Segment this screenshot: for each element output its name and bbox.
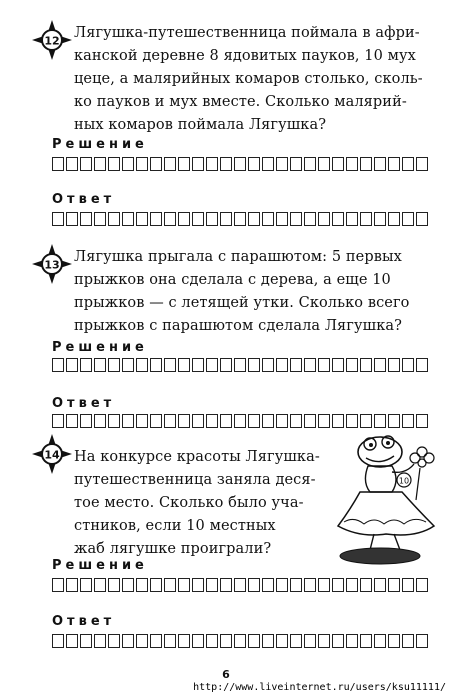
grid-cell[interactable] bbox=[164, 578, 176, 592]
grid-cell[interactable] bbox=[80, 358, 92, 372]
grid-cell[interactable] bbox=[248, 157, 260, 171]
grid-cell[interactable] bbox=[164, 212, 176, 226]
grid-cell[interactable] bbox=[332, 358, 344, 372]
grid-cell[interactable] bbox=[388, 578, 400, 592]
grid-cell[interactable] bbox=[52, 414, 64, 428]
grid-cell[interactable] bbox=[304, 578, 316, 592]
grid-cell[interactable] bbox=[80, 634, 92, 648]
grid-cell[interactable] bbox=[234, 157, 246, 171]
grid-cell[interactable] bbox=[318, 634, 330, 648]
grid-cell[interactable] bbox=[346, 358, 358, 372]
grid-cell[interactable] bbox=[346, 634, 358, 648]
grid-cell[interactable] bbox=[332, 578, 344, 592]
grid-cell[interactable] bbox=[80, 414, 92, 428]
grid-cell[interactable] bbox=[178, 212, 190, 226]
answer-grid[interactable] bbox=[52, 414, 436, 430]
grid-cell[interactable] bbox=[220, 578, 232, 592]
grid-cell[interactable] bbox=[388, 358, 400, 372]
task-number: 13 bbox=[44, 258, 60, 272]
grid-cell[interactable] bbox=[416, 414, 428, 428]
answer-label: Ответ bbox=[52, 614, 116, 629]
watermark-url: http://www.liveinternet.ru/users/ksu11111/ bbox=[193, 682, 446, 693]
grid-cell[interactable] bbox=[248, 212, 260, 226]
grid-cell[interactable] bbox=[206, 578, 218, 592]
grid-cell[interactable] bbox=[66, 212, 78, 226]
grid-cell[interactable] bbox=[66, 414, 78, 428]
grid-cell[interactable] bbox=[136, 212, 148, 226]
grid-cell[interactable] bbox=[388, 414, 400, 428]
grid-cell[interactable] bbox=[164, 157, 176, 171]
grid-cell[interactable] bbox=[164, 358, 176, 372]
grid-cell[interactable] bbox=[94, 358, 106, 372]
grid-cell[interactable] bbox=[206, 157, 218, 171]
grid-cell[interactable] bbox=[290, 634, 302, 648]
task-text: Лягушка прыгала с парашютом: 5 первых прыжков она сделала с дерева, а еще 10 прыжков — с летящей утки. Сколько всего прыжков с парашютом сделала Лягушка? bbox=[74, 249, 410, 334]
grid-cell[interactable] bbox=[332, 212, 344, 226]
grid-cell[interactable] bbox=[388, 157, 400, 171]
grid-cell[interactable] bbox=[150, 414, 162, 428]
grid-cell[interactable] bbox=[234, 212, 246, 226]
grid-cell[interactable] bbox=[52, 358, 64, 372]
grid-cell[interactable] bbox=[402, 414, 414, 428]
grid-cell[interactable] bbox=[402, 358, 414, 372]
grid-cell[interactable] bbox=[108, 414, 120, 428]
grid-cell[interactable] bbox=[192, 578, 204, 592]
grid-cell[interactable] bbox=[346, 212, 358, 226]
grid-cell[interactable] bbox=[360, 414, 372, 428]
grid-cell[interactable] bbox=[346, 157, 358, 171]
grid-cell[interactable] bbox=[416, 358, 428, 372]
grid-cell[interactable] bbox=[304, 634, 316, 648]
grid-cell[interactable] bbox=[150, 212, 162, 226]
grid-cell[interactable] bbox=[290, 414, 302, 428]
grid-cell[interactable] bbox=[52, 578, 64, 592]
grid-cell[interactable] bbox=[276, 157, 288, 171]
grid-cell[interactable] bbox=[332, 157, 344, 171]
grid-cell[interactable] bbox=[402, 157, 414, 171]
frog-princess-illustration bbox=[330, 430, 442, 570]
grid-cell[interactable] bbox=[122, 414, 134, 428]
grid-cell[interactable] bbox=[220, 414, 232, 428]
grid-cell[interactable] bbox=[262, 212, 274, 226]
solution-label: Решение bbox=[52, 558, 148, 573]
grid-cell[interactable] bbox=[374, 578, 386, 592]
answer-grid[interactable] bbox=[52, 634, 436, 650]
grid-cell[interactable] bbox=[332, 414, 344, 428]
grid-cell[interactable] bbox=[136, 358, 148, 372]
grid-cell[interactable] bbox=[192, 157, 204, 171]
grid-cell[interactable] bbox=[262, 157, 274, 171]
grid-cell[interactable] bbox=[94, 634, 106, 648]
grid-cell[interactable] bbox=[276, 634, 288, 648]
grid-cell[interactable] bbox=[220, 358, 232, 372]
grid-cell[interactable] bbox=[290, 578, 302, 592]
grid-cell[interactable] bbox=[164, 414, 176, 428]
grid-cell[interactable] bbox=[248, 634, 260, 648]
grid-cell[interactable] bbox=[248, 578, 260, 592]
grid-cell[interactable] bbox=[318, 414, 330, 428]
grid-cell[interactable] bbox=[304, 157, 316, 171]
grid-cell[interactable] bbox=[234, 414, 246, 428]
grid-cell[interactable] bbox=[164, 634, 176, 648]
grid-cell[interactable] bbox=[192, 634, 204, 648]
grid-cell[interactable] bbox=[248, 358, 260, 372]
grid-cell[interactable] bbox=[122, 157, 134, 171]
grid-cell[interactable] bbox=[374, 634, 386, 648]
grid-cell[interactable] bbox=[206, 634, 218, 648]
grid-cell[interactable] bbox=[220, 212, 232, 226]
answer-grid[interactable] bbox=[52, 212, 436, 228]
grid-cell[interactable] bbox=[360, 212, 372, 226]
grid-cell[interactable] bbox=[108, 157, 120, 171]
grid-cell[interactable] bbox=[374, 358, 386, 372]
grid-cell[interactable] bbox=[402, 212, 414, 226]
grid-cell[interactable] bbox=[66, 634, 78, 648]
answer-label: Ответ bbox=[52, 396, 116, 411]
grid-cell[interactable] bbox=[388, 634, 400, 648]
grid-cell[interactable] bbox=[276, 578, 288, 592]
grid-cell[interactable] bbox=[206, 358, 218, 372]
solution-label: Решение bbox=[52, 340, 148, 355]
grid-cell[interactable] bbox=[94, 212, 106, 226]
grid-cell[interactable] bbox=[318, 212, 330, 226]
grid-cell[interactable] bbox=[304, 212, 316, 226]
grid-cell[interactable] bbox=[304, 358, 316, 372]
grid-cell[interactable] bbox=[178, 414, 190, 428]
grid-cell[interactable] bbox=[276, 212, 288, 226]
grid-cell[interactable] bbox=[108, 212, 120, 226]
grid-cell[interactable] bbox=[80, 157, 92, 171]
grid-cell[interactable] bbox=[192, 212, 204, 226]
grid-cell[interactable] bbox=[122, 578, 134, 592]
task-text: Лягушка-путешественница поймала в афри- канской деревне 8 ядовитых пауков, 10 мух цеце, а малярийных комаров столько, сколь- ко пауков и мух вместе. Сколько малярий- ных комаров поймала Лягушка? bbox=[74, 25, 423, 133]
grid-cell[interactable] bbox=[52, 157, 64, 171]
grid-cell[interactable] bbox=[178, 634, 190, 648]
grid-cell[interactable] bbox=[416, 634, 428, 648]
solution-grid[interactable] bbox=[52, 157, 436, 173]
grid-cell[interactable] bbox=[94, 414, 106, 428]
solution-grid[interactable] bbox=[52, 358, 436, 374]
grid-cell[interactable] bbox=[66, 157, 78, 171]
grid-cell[interactable] bbox=[402, 578, 414, 592]
grid-cell[interactable] bbox=[374, 414, 386, 428]
task-number: 12 bbox=[44, 34, 60, 48]
grid-cell[interactable] bbox=[108, 634, 120, 648]
grid-cell[interactable] bbox=[108, 578, 120, 592]
grid-cell[interactable] bbox=[192, 414, 204, 428]
grid-cell[interactable] bbox=[150, 157, 162, 171]
grid-cell[interactable] bbox=[360, 634, 372, 648]
compass-star-icon bbox=[32, 20, 72, 60]
grid-cell[interactable] bbox=[290, 358, 302, 372]
solution-label: Решение bbox=[52, 137, 148, 152]
grid-cell[interactable] bbox=[234, 358, 246, 372]
grid-cell[interactable] bbox=[136, 578, 148, 592]
grid-cell[interactable] bbox=[136, 414, 148, 428]
grid-cell[interactable] bbox=[416, 212, 428, 226]
grid-cell[interactable] bbox=[346, 578, 358, 592]
compass-star-icon bbox=[32, 434, 72, 474]
grid-cell[interactable] bbox=[318, 157, 330, 171]
grid-cell[interactable] bbox=[262, 414, 274, 428]
grid-cell[interactable] bbox=[52, 212, 64, 226]
grid-cell[interactable] bbox=[360, 358, 372, 372]
grid-cell[interactable] bbox=[262, 634, 274, 648]
answer-label: Ответ bbox=[52, 192, 116, 207]
grid-cell[interactable] bbox=[136, 157, 148, 171]
grid-cell[interactable] bbox=[234, 578, 246, 592]
grid-cell[interactable] bbox=[80, 578, 92, 592]
grid-cell[interactable] bbox=[150, 578, 162, 592]
grid-cell[interactable] bbox=[360, 578, 372, 592]
grid-cell[interactable] bbox=[136, 634, 148, 648]
compass-star-icon bbox=[32, 244, 72, 284]
grid-cell[interactable] bbox=[66, 578, 78, 592]
grid-cell[interactable] bbox=[248, 414, 260, 428]
grid-cell[interactable] bbox=[416, 578, 428, 592]
grid-cell[interactable] bbox=[416, 157, 428, 171]
grid-cell[interactable] bbox=[262, 578, 274, 592]
grid-cell[interactable] bbox=[206, 212, 218, 226]
grid-cell[interactable] bbox=[318, 578, 330, 592]
grid-cell[interactable] bbox=[178, 157, 190, 171]
grid-cell[interactable] bbox=[80, 212, 92, 226]
grid-cell[interactable] bbox=[192, 358, 204, 372]
grid-cell[interactable] bbox=[402, 634, 414, 648]
illustration-badge: 10 bbox=[398, 476, 410, 486]
grid-cell[interactable] bbox=[262, 358, 274, 372]
grid-cell[interactable] bbox=[290, 157, 302, 171]
grid-cell[interactable] bbox=[206, 414, 218, 428]
grid-cell[interactable] bbox=[122, 212, 134, 226]
solution-grid[interactable] bbox=[52, 578, 436, 594]
grid-cell[interactable] bbox=[304, 414, 316, 428]
grid-cell[interactable] bbox=[220, 157, 232, 171]
grid-cell[interactable] bbox=[94, 157, 106, 171]
grid-cell[interactable] bbox=[178, 358, 190, 372]
task-text: На конкурсе красоты Лягушка- путешественница заняла деся- тое место. Сколько было уча- стников, если 10 местных жаб лягушке проиграли? bbox=[74, 449, 320, 557]
grid-cell[interactable] bbox=[150, 358, 162, 372]
page-number: 6 bbox=[222, 668, 230, 681]
grid-cell[interactable] bbox=[360, 157, 372, 171]
grid-cell[interactable] bbox=[220, 634, 232, 648]
grid-cell[interactable] bbox=[94, 578, 106, 592]
grid-cell[interactable] bbox=[374, 212, 386, 226]
grid-cell[interactable] bbox=[122, 634, 134, 648]
grid-cell[interactable] bbox=[108, 358, 120, 372]
grid-cell[interactable] bbox=[234, 634, 246, 648]
grid-cell[interactable] bbox=[276, 358, 288, 372]
grid-cell[interactable] bbox=[388, 212, 400, 226]
grid-cell[interactable] bbox=[122, 358, 134, 372]
grid-cell[interactable] bbox=[178, 578, 190, 592]
grid-cell[interactable] bbox=[346, 414, 358, 428]
grid-cell[interactable] bbox=[290, 212, 302, 226]
grid-cell[interactable] bbox=[374, 157, 386, 171]
grid-cell[interactable] bbox=[318, 358, 330, 372]
grid-cell[interactable] bbox=[332, 634, 344, 648]
grid-cell[interactable] bbox=[150, 634, 162, 648]
grid-cell[interactable] bbox=[52, 634, 64, 648]
grid-cell[interactable] bbox=[66, 358, 78, 372]
task-number: 14 bbox=[44, 448, 60, 462]
grid-cell[interactable] bbox=[276, 414, 288, 428]
